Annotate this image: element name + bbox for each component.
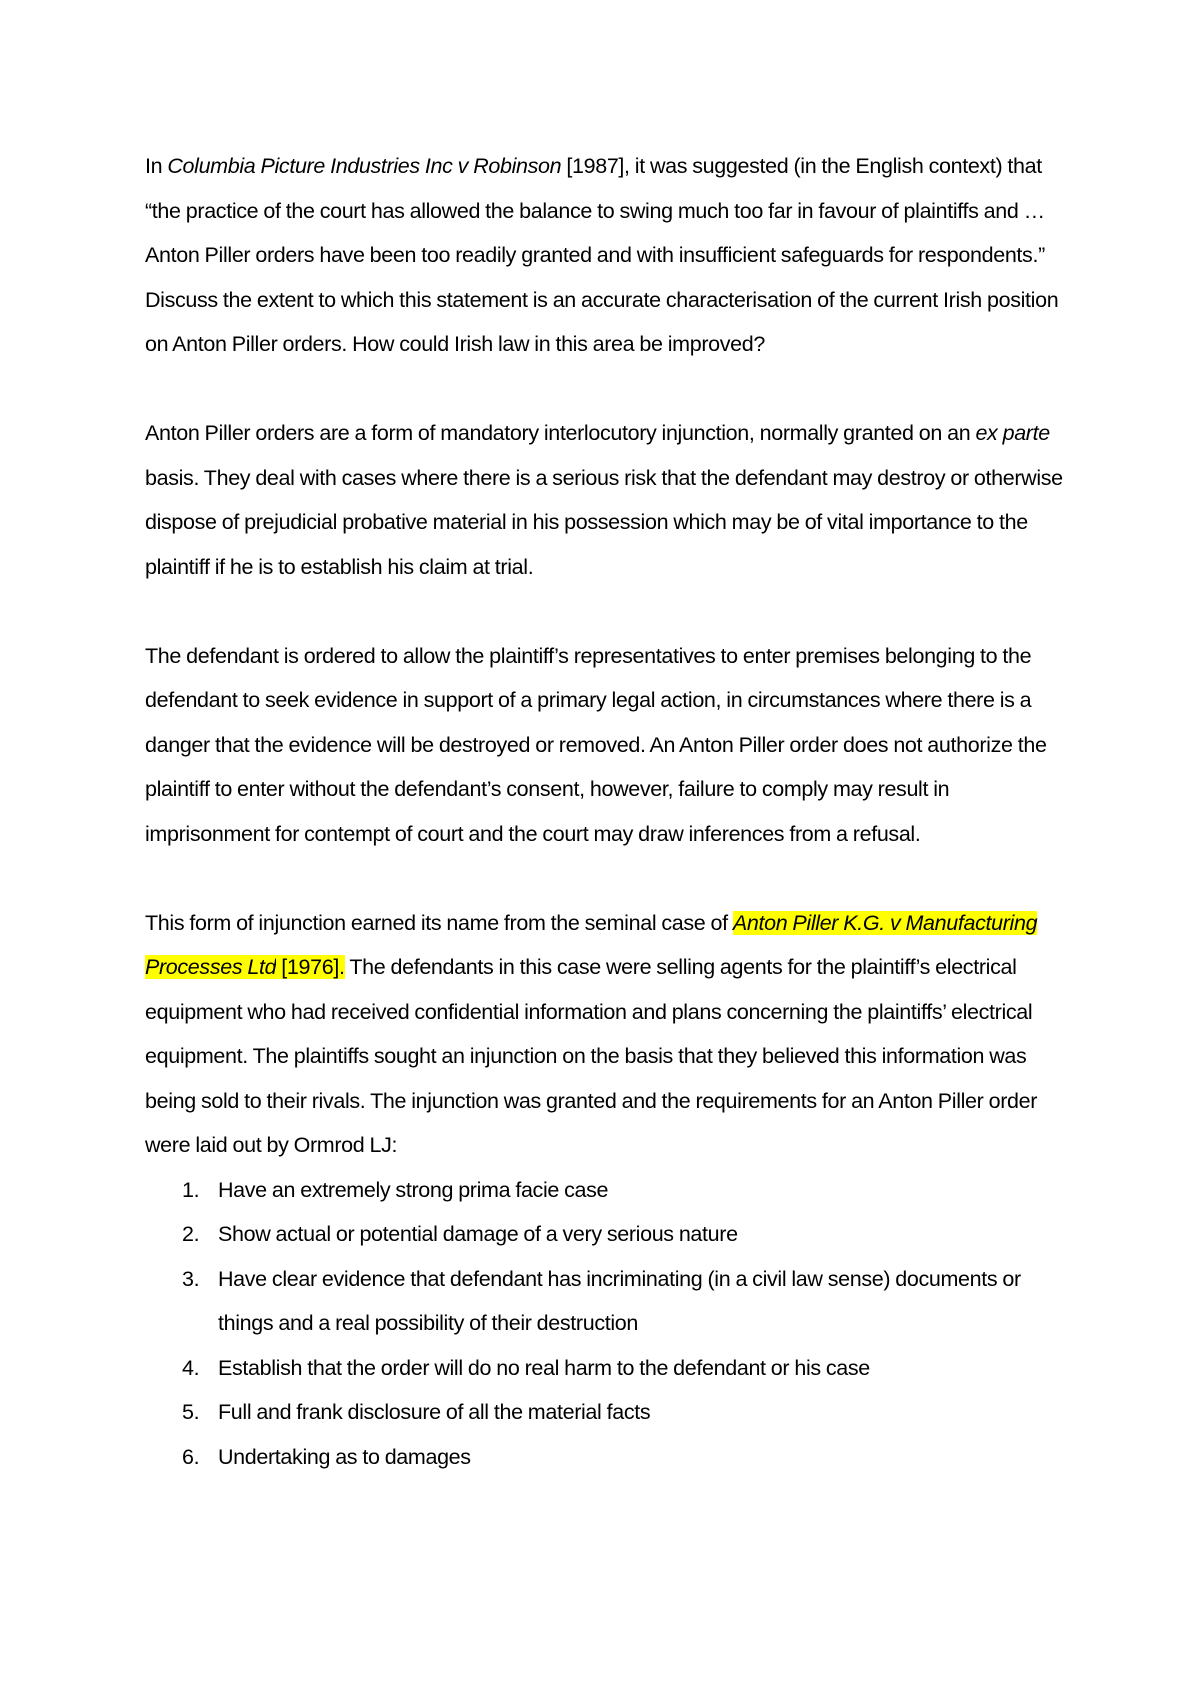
list-item-text: Have an extremely strong prima facie case bbox=[218, 1177, 609, 1202]
document-body bbox=[145, 144, 1065, 1479]
list-item-number: 2. bbox=[182, 1222, 200, 1246]
list-item-text: Full and frank disclosure of all the material facts bbox=[218, 1400, 651, 1424]
list-item bbox=[145, 1390, 1065, 1435]
effect-paragraph: The defendant is ordered to allow the plaintiff’s representatives to enter premises belonging to the defendant to seek evidence in support of a primary legal action, in circumstances where there is a danger that the evidence will be destroyed or removed. An Anton Piller order does not authorize the plaintiff to enter without the defendant’s consent, however, failure to comply may result in imprisonment for contempt of court and the court may draw inferences from a refusal. bbox=[145, 643, 1047, 846]
list-item-number: 3. bbox=[182, 1266, 200, 1291]
list-item bbox=[145, 1435, 1065, 1480]
list-item-number: 1. bbox=[182, 1177, 200, 1202]
highlighted-case-year: [1976]. bbox=[276, 955, 345, 979]
list-item-text: Establish that the order will do no real harm to the defendant or his case bbox=[218, 1355, 870, 1380]
list-item bbox=[145, 1168, 1065, 1213]
list-item-number: 6. bbox=[182, 1444, 200, 1469]
definition-paragraph bbox=[145, 411, 1065, 589]
list-item-text: Show actual or potential damage of a very serious nature bbox=[218, 1222, 738, 1246]
list-item-number: 4. bbox=[182, 1355, 200, 1380]
definition-end: basis. They deal with cases where there is a serious risk that the defendant may destroy or otherwise dispose of prejudicial probative material in his possession which may be of vital importance to the plaintiff if he is to establish his claim at trial. bbox=[145, 465, 1063, 579]
origin-start: This form of injunction earned its name from the seminal case of bbox=[145, 910, 733, 935]
highlighted-case-name: Anton Piller K.G. v Manufacturing Processes Ltd bbox=[145, 910, 1038, 979]
ex-parte-term: ex parte bbox=[975, 421, 1050, 445]
list-item bbox=[145, 1257, 1065, 1346]
question-intro: In bbox=[145, 154, 168, 178]
list-item bbox=[145, 1212, 1065, 1257]
origin-paragraph bbox=[145, 901, 1065, 1168]
list-item-text: Undertaking as to damages bbox=[218, 1444, 471, 1469]
question-paragraph bbox=[145, 144, 1065, 367]
origin-rest: The defendants in this case were selling agents for the plaintiff’s electrical equipment who had received confidential information and plans concerning the plaintiffs’ electrical equipment. The plaintiffs sought an injunction on the basis that they believed this information was being sold to their rivals. The injunction was granted and the requirements for an Anton Piller order were laid out by Ormrod LJ: bbox=[145, 955, 1038, 1157]
list-item-number: 5. bbox=[182, 1400, 200, 1424]
definition-start: Anton Piller orders are a form of mandatory interlocutory injunction, normally granted on an bbox=[145, 421, 976, 445]
question-case-name: Columbia Picture Industries Inc v Robinson bbox=[167, 154, 562, 178]
list-item bbox=[145, 1346, 1065, 1391]
list-item-text: Have clear evidence that defendant has incriminating (in a civil law sense) documents or things and a real possibility of their destruction bbox=[218, 1266, 1021, 1335]
requirements-list bbox=[145, 1168, 1065, 1480]
question-text: [1987], it was suggested (in the English context) that “the practice of the court has allowed the balance to swing much too far in favour of plaintiffs and … Anton Piller orders have been too readily granted and with insufficient safeguards for respondents.” Discuss the extent to which this statement is an accurate characterisation of the current Irish position on Anton Piller orders. How could Irish law in this area be improved? bbox=[145, 154, 1059, 356]
